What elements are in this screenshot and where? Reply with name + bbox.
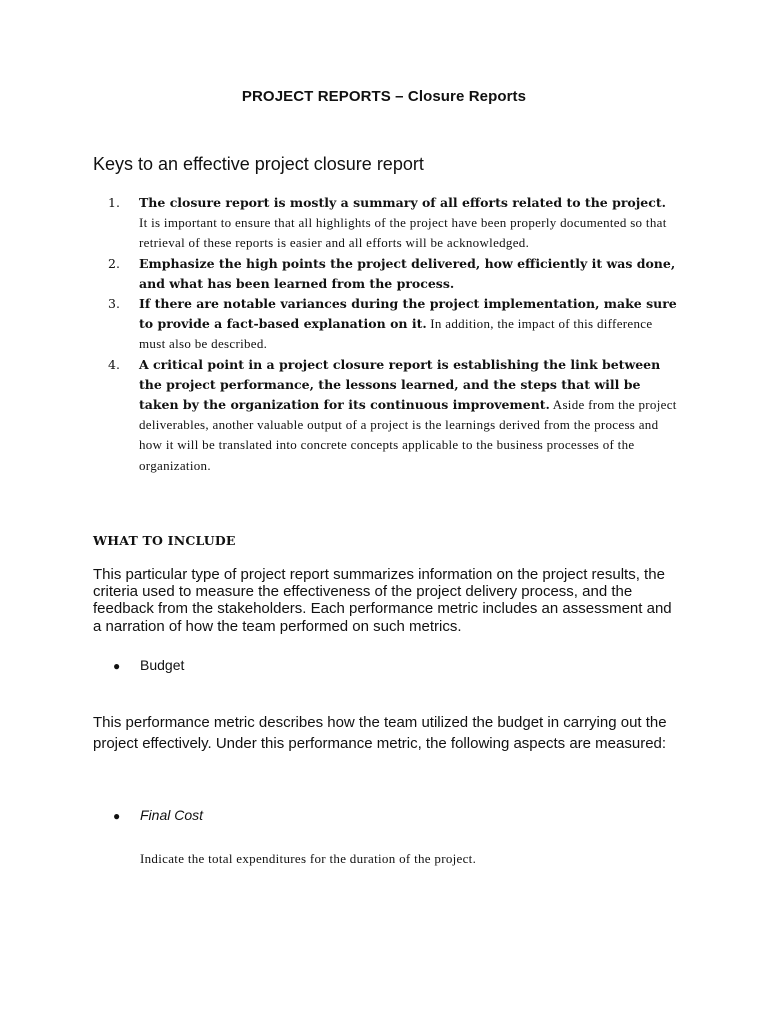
list-item-text — [139, 355, 678, 476]
list-item-lead: Emphasize the high points the project delivered, how efficiently it was done, and what has been learned from the process. — [139, 255, 676, 291]
list-item-lead: A critical point in a project closure report is establishing the link between the project performance, the lessons learned, and the steps that will be taken by the organization for its continuous improvement. — [139, 356, 661, 413]
keys-list-item — [108, 294, 678, 355]
what-to-include-heading: WHAT TO INCLUDE — [93, 533, 236, 548]
document-title: PROJECT REPORTS – Closure Reports — [241, 88, 527, 105]
keys-list-item — [108, 193, 678, 254]
final-cost-description: Indicate the total expenditures for the duration of the project. — [140, 851, 477, 866]
keys-list-item — [108, 355, 678, 476]
keys-list-item — [108, 254, 678, 294]
include-paragraph: This particular type of project report summarizes information on the project results, the criteria used to measure the effectiveness of the project delivery process, and the feedback from the stakeholders. Each performance metric includes an assessment and a narration of how the team performed on such metrics. — [93, 566, 672, 635]
bullet-label: Budget — [140, 657, 185, 673]
list-item-body: In addition, the impact of this difference must also be described. — [139, 316, 653, 352]
list-number: 2. — [108, 255, 120, 271]
list-number: 1. — [108, 195, 120, 210]
list-number: 4. — [108, 356, 120, 372]
list-item-text — [139, 254, 678, 294]
list-number: 3. — [108, 296, 120, 312]
list-item-body: It is important to ensure that all highlights of the project have been properly documented so that retrieval of these reports is easier and all efforts will be acknowledged. — [139, 215, 667, 251]
keys-list — [108, 193, 678, 476]
bullet-item-final-cost — [113, 807, 203, 823]
list-item-lead: If there are notable variances during the project implementation, make sure to provide a fact-based explanation on it. — [139, 296, 677, 332]
list-item-text — [139, 193, 678, 254]
list-item-lead: The closure report is mostly a summary of all efforts related to the project. — [139, 195, 666, 210]
bullet-icon: ● — [113, 659, 121, 673]
bullet-label: Final Cost — [140, 807, 204, 823]
list-item-body: Aside from the project deliverables, another valuable output of a project is the learnings derived from the process and how it will be translated into concrete concepts applicable to the business processes of the organization. — [139, 397, 677, 473]
keys-heading: Keys to an effective project closure report — [93, 154, 424, 174]
bullet-item-budget — [113, 657, 184, 673]
bullet-icon: ● — [113, 809, 121, 823]
budget-paragraph: This performance metric describes how the team utilized the budget in carrying out the project effectively. Under this performance metric, the following aspects are measured: — [93, 714, 667, 752]
list-item-text — [139, 294, 678, 355]
